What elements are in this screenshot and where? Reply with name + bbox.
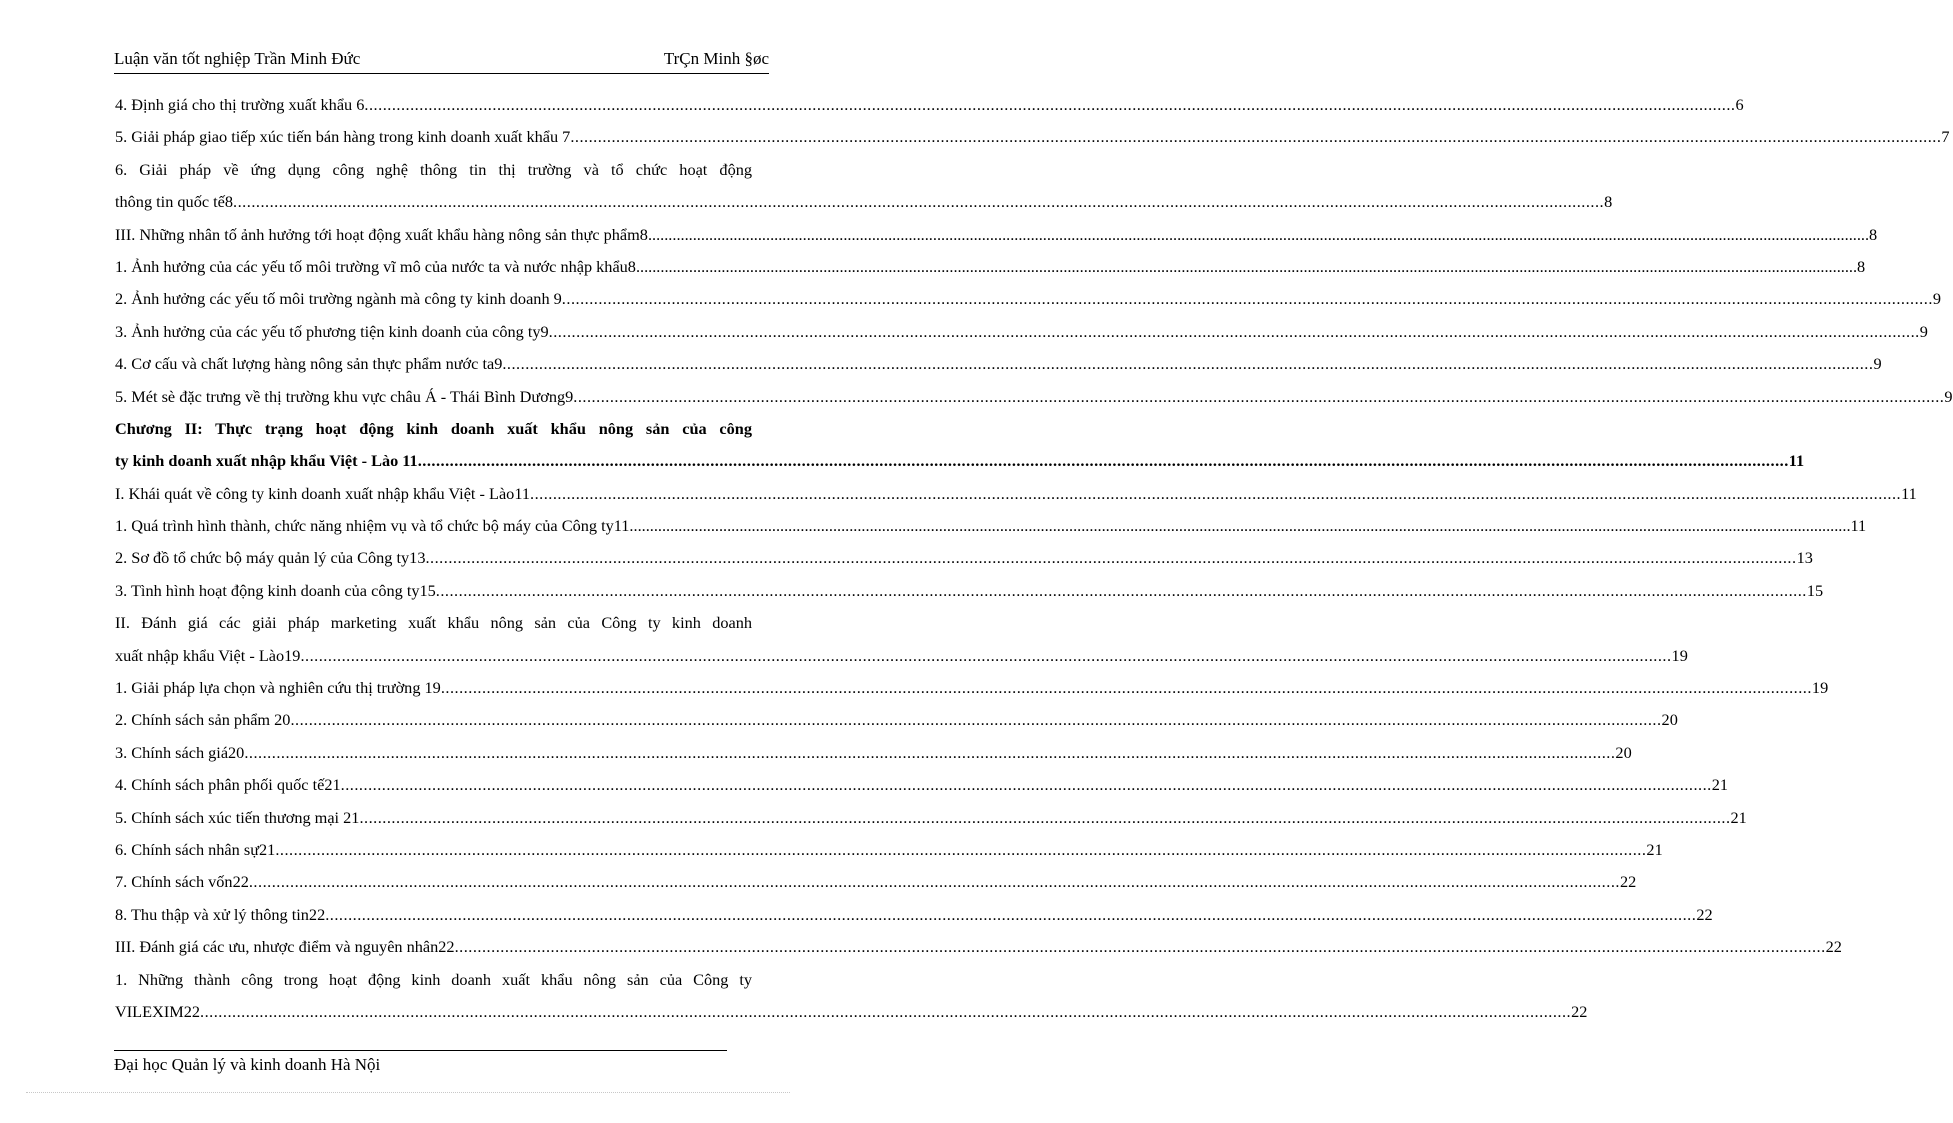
- toc-page-number: 13: [1796, 548, 1813, 568]
- toc-page-number: 22: [1825, 937, 1842, 957]
- toc-entry-text: 4. Cơ cấu và chất lượng hàng nông sản thực phẩm nước ta9: [115, 354, 503, 374]
- toc-entry-text: 1. Những thành công trong hoạt động kinh doanh xuất khẩu nông sản của Công ty: [115, 969, 752, 989]
- toc-entry: [115, 802, 1747, 834]
- toc-entry: [115, 866, 1637, 898]
- header-right-text: TrÇn Minh §øc: [663, 49, 769, 68]
- toc-leader-dots: ............................................................................................................................................................................................................................................................................................................: [300, 645, 1672, 665]
- toc-page-number: 22: [1571, 1001, 1588, 1021]
- page-footer: Đại học Quản lý và kinh doanh Hà Nội: [114, 1055, 381, 1074]
- toc-leader-dots: ............................................................................................................................................................................................................................................................................................................: [325, 904, 1697, 924]
- toc-leader-dots: ............................................................................................................................................................................................................................................................................................................: [629, 516, 1851, 536]
- toc-page-number: 11: [1850, 516, 1867, 536]
- toc-entry: [115, 478, 1917, 510]
- toc-entry: [115, 704, 1678, 736]
- toc-entry-text: 5. Giải pháp giao tiếp xúc tiến bán hàng trong kinh doanh xuất khẩu 7: [115, 127, 571, 147]
- toc-page-number: 8: [1869, 224, 1878, 244]
- toc-entry-text: 2. Sơ đồ tổ chức bộ máy quản lý của Công ty13: [115, 548, 426, 568]
- toc-entry: [115, 510, 1867, 542]
- toc-entry-text: 4. Định giá cho thị trường xuất khẩu 6: [115, 95, 365, 114]
- page-header: [114, 48, 769, 72]
- toc-leader-dots: ............................................................................................................................................................................................................................................................................................................: [647, 224, 1870, 244]
- toc-entry: [115, 575, 1824, 607]
- toc-entry: [115, 899, 1713, 931]
- toc-entry-text: 1. Quá trình hình thành, chức năng nhiệm vụ và tổ chức bộ máy của Công ty11: [115, 516, 630, 536]
- toc-leader-dots: ............................................................................................................................................................................................................................................................................................................: [530, 483, 1902, 503]
- footer-rule: [114, 1050, 727, 1051]
- toc-entry-text: thông tin quốc tế8: [115, 192, 234, 212]
- toc-entry-text: 7. Chính sách vốn22: [115, 872, 249, 892]
- toc-page-number: 22: [1696, 904, 1713, 924]
- toc-entry-text: Chương II: Thực trạng hoạt động kinh doanh xuất khẩu nông sản của công: [115, 418, 752, 438]
- toc-page-number: 22: [1619, 872, 1637, 892]
- toc-leader-dots: ............................................................................................................................................................................................................................................................................................................: [244, 742, 1616, 762]
- toc-leader-dots: ............................................................................................................................................................................................................................................................................................................: [417, 451, 1789, 471]
- toc-entry-text: 6. Chính sách nhân sự21: [115, 839, 276, 859]
- toc-entry: [115, 413, 1805, 478]
- header-left-text: Luận văn tốt nghiệp Trần Minh Đức: [114, 49, 361, 68]
- toc-page-number: 11: [1788, 451, 1805, 471]
- toc-leader-dots: ............................................................................................................................................................................................................................................................................................................: [290, 710, 1662, 730]
- toc-leader-dots: ............................................................................................................................................................................................................................................................................................................: [425, 548, 1797, 568]
- page-bottom-border: [26, 1092, 790, 1093]
- toc-page-number: 20: [1615, 742, 1632, 762]
- header-rule: [114, 73, 769, 74]
- toc-leader-dots: ............................................................................................................................................................................................................................................................................................................: [248, 872, 1620, 892]
- toc-entry: [115, 769, 1729, 801]
- toc-page-number: 9: [1932, 289, 1942, 309]
- toc-leader-dots: ............................................................................................................................................................................................................................................................................................................: [440, 678, 1812, 698]
- toc-entry-text: 3. Tình hình hoạt động kinh doanh của công ty15: [115, 580, 436, 600]
- toc-page-number: 9: [1873, 354, 1882, 374]
- toc-entry-text: 2. Ảnh hưởng các yếu tố môi trường ngành mà công ty kinh doanh 9: [115, 289, 562, 309]
- toc-entry-text: 5. Mét sè đặc trưng về thị trường khu vực châu Á - Thái Bình Dương9: [115, 386, 574, 406]
- toc-entry-text: 3. Chính sách giá20: [115, 742, 245, 762]
- toc-entry-text: 3. Ảnh hưởng của các yếu tố phương tiện kinh doanh của công ty9: [115, 321, 549, 341]
- toc-page-number: 15: [1806, 580, 1824, 600]
- toc-entry: [115, 89, 1744, 121]
- toc-entry-text: 1. Giải pháp lựa chọn và nghiên cứu thị trường 19: [115, 678, 441, 698]
- toc-entry: [115, 316, 1928, 348]
- toc-entry-text: 5. Chính sách xúc tiến thương mại 21: [115, 807, 360, 827]
- toc-leader-dots: ............................................................................................................................................................................................................................................................................................................: [340, 775, 1712, 795]
- toc-leader-dots: ............................................................................................................................................................................................................................................................................................................: [364, 95, 1736, 114]
- toc-leader-dots: ............................................................................................................................................................................................................................................................................................................: [502, 354, 1874, 374]
- toc-entry: [115, 154, 1613, 219]
- toc-entry: [115, 607, 1688, 672]
- toc-leader-dots: ............................................................................................................................................................................................................................................................................................................: [233, 192, 1605, 212]
- toc-page-number: 21: [1711, 775, 1729, 795]
- toc-entry-text: 8. Thu thập và xử lý thông tin22: [115, 904, 326, 924]
- toc-entry: [115, 672, 1829, 704]
- toc-entry-text: I. Khái quát về công ty kinh doanh xuất nhập khẩu Việt - Lào11: [115, 483, 530, 503]
- toc-entry: [115, 931, 1842, 963]
- toc-entry: [115, 121, 1950, 153]
- toc-entry-text: ty kinh doanh xuất nhập khẩu Việt - Lào 11: [115, 451, 418, 471]
- toc-entry: [115, 542, 1813, 574]
- toc-page-number: 19: [1671, 645, 1688, 665]
- toc-entry-text: III. Đánh giá các ưu, nhược điểm và nguyên nhân22: [115, 937, 455, 957]
- toc-entry: [115, 737, 1632, 769]
- table-of-contents: [115, 89, 1953, 1028]
- toc-page-number: 9: [1919, 321, 1928, 341]
- toc-leader-dots: ............................................................................................................................................................................................................................................................................................................: [359, 807, 1731, 827]
- toc-entry-text: II. Đánh giá các giải pháp marketing xuất khẩu nông sản của Công ty kinh doanh: [115, 613, 752, 633]
- toc-leader-dots: ............................................................................................................................................................................................................................................................................................................: [570, 127, 1942, 147]
- toc-entry-text: VILEXIM22: [115, 1001, 201, 1021]
- toc-page-number: 21: [1646, 839, 1663, 859]
- toc-leader-dots: ............................................................................................................................................................................................................................................................................................................: [548, 321, 1920, 341]
- toc-entry-text: 6. Giải pháp về ứng dụng công nghệ thông tin thị trường và tổ chức hoạt động: [115, 159, 752, 179]
- toc-page-number: 20: [1661, 710, 1678, 730]
- toc-entry-text: 4. Chính sách phân phối quốc tế21: [115, 775, 341, 795]
- toc-entry: [115, 834, 1663, 866]
- toc-entry: [115, 283, 1942, 315]
- toc-leader-dots: ............................................................................................................................................................................................................................................................................................................: [573, 386, 1945, 406]
- toc-entry-text: 2. Chính sách sản phẩm 20: [115, 710, 291, 730]
- toc-page-number: 19: [1811, 678, 1829, 698]
- toc-entry-text: 1. Ảnh hưởng của các yếu tố môi trường vĩ mô của nước ta và nước nhập khẩu8: [115, 256, 636, 276]
- toc-entry: [115, 348, 1882, 380]
- toc-entry: [115, 964, 1588, 1029]
- toc-leader-dots: ............................................................................................................................................................................................................................................................................................................: [200, 1001, 1572, 1021]
- toc-page-number: 21: [1730, 807, 1747, 827]
- toc-leader-dots: ............................................................................................................................................................................................................................................................................................................: [275, 839, 1647, 859]
- toc-leader-dots: ............................................................................................................................................................................................................................................................................................................: [635, 256, 1858, 276]
- toc-page-number: 11: [1901, 483, 1917, 503]
- toc-leader-dots: ............................................................................................................................................................................................................................................................................................................: [454, 937, 1826, 957]
- toc-entry: [115, 251, 1866, 283]
- toc-entry-text: III. Những nhân tố ảnh hưởng tới hoạt động xuất khẩu hàng nông sản thực phẩm8: [115, 224, 648, 244]
- toc-page-number: 8: [1857, 256, 1866, 276]
- toc-entry-text: xuất nhập khẩu Việt - Lào19: [115, 645, 301, 665]
- toc-leader-dots: ............................................................................................................................................................................................................................................................................................................: [561, 289, 1933, 309]
- toc-page-number: 9: [1944, 386, 1953, 406]
- toc-leader-dots: ............................................................................................................................................................................................................................................................................................................: [435, 580, 1807, 600]
- toc-page-number: 6: [1735, 95, 1744, 114]
- toc-page-number: 7: [1941, 127, 1950, 147]
- toc-page-number: 8: [1604, 192, 1613, 212]
- toc-entry: [115, 381, 1953, 413]
- toc-entry: [115, 219, 1878, 251]
